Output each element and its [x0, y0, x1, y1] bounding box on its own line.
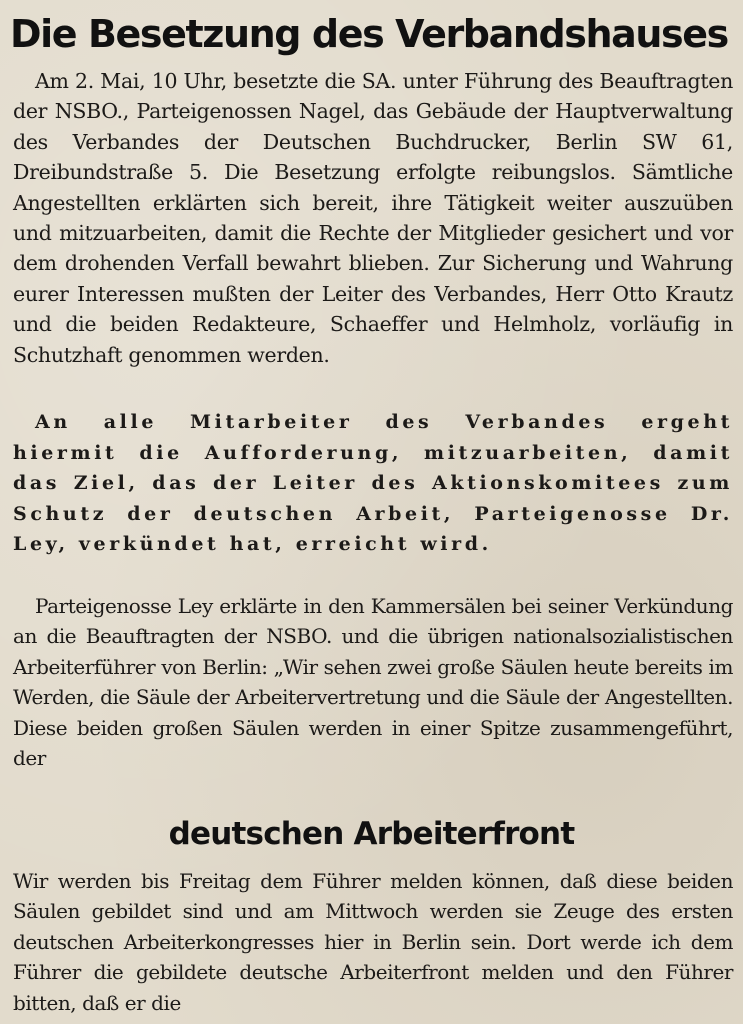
paragraph-continuation: Wir werden bis Freitag dem Führer melden können, daß diese beiden Säulen gebildet sind und am Mittwoch werden sie Zeuge des ersten deutschen Arbeiterkongresses hier in Berlin sein. Dort werde ich dem Führer die gebildete deutsche Arbeiterfront melden und den Führer bitten, daß er die: [13, 869, 733, 1015]
article-subheading: deutschen Arbeiterfront: [168, 816, 575, 852]
paragraph-occupation: Am 2. Mai, 10 Uhr, besetzte die SA. unter Führung des Beauftragten der NSBO., Parteigenossen Nagel, das Gebäude der Hauptverwaltung des Verbandes der Deutschen Buchdrucker, Berlin SW 61, Dreibundstraße 5. Die Besetzung erfolgte reibungslos. Sämtliche Angestellten erklärten sich bereit, ihre Tätigkeit weiter auszuüben und mitzuarbeiten, damit die Rechte der Mitglieder gesichert und vor dem drohenden Verfall bewahrt blieben. Zur Sicherung und Wahrung eurer Interessen mußten der Leiter des Verbandes, Herr Otto Krautz und die beiden Redakteure, Schaeffer und Helmholz, vorläufig in Schutzhaft genommen werden.: [13, 69, 733, 367]
paragraph-appeal: An alle Mitarbeiter des Verbandes ergeht hiermit die Aufforderung, mitzuarbeiten, damit das Ziel, das der Leiter des Aktionskomitees zum Schutz der deutschen Arbeit, Parteigenosse Dr. Ley, verkündet hat, erreicht wird.: [13, 411, 733, 556]
paragraph-ley-statement: Parteigenosse Ley erklärte in den Kammersälen bei seiner Verkündung an die Beauftragten der NSBO. und die übrigen nationalsozialistischen Arbeiterführer von Berlin: „Wir sehen zwei große Säulen heute bereits im Werden, die Säule der Arbeitervertretung und die Säule der Angestellten. Diese beiden großen Säulen werden in einer Spitze zusammengeführt, der: [13, 594, 733, 771]
article-headline: Die Besetzung des Verbandshauses: [10, 12, 728, 56]
